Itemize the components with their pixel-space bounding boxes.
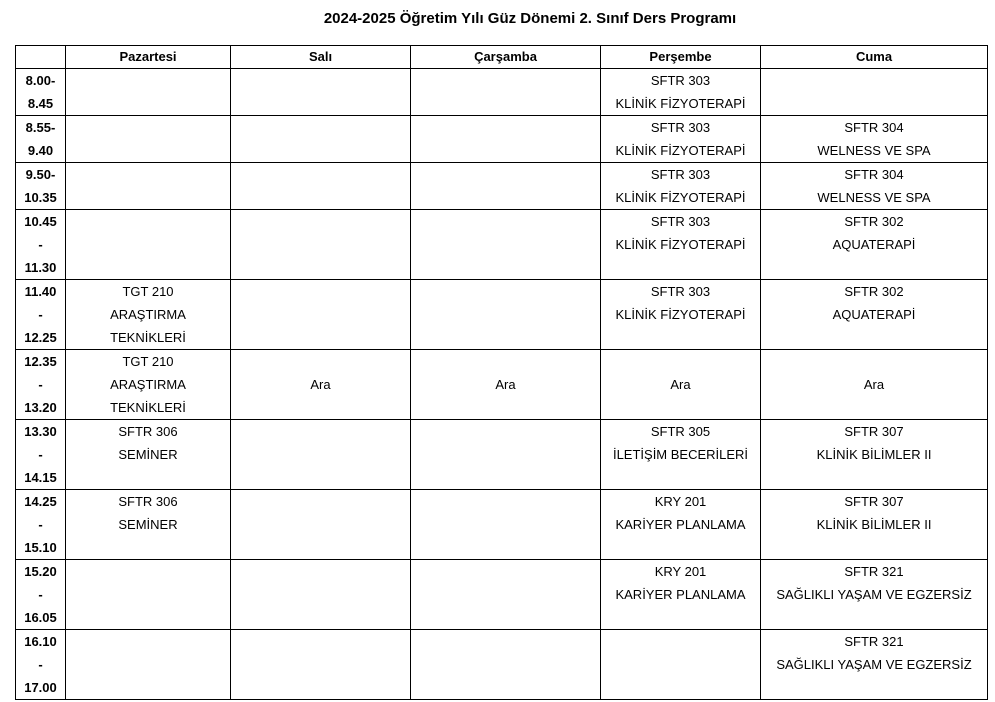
course-text: SFTR 303 (650, 214, 711, 229)
header-day-thursday: Perşembe (601, 46, 761, 69)
course-text: TGT 210 (122, 284, 174, 299)
course-cell-monday (66, 630, 231, 700)
time-slot-text: 15.20 (24, 564, 57, 579)
course-cell-thursday (601, 560, 761, 630)
time-slot-text: - (38, 307, 43, 322)
time-slot-text: 9.50- (25, 167, 56, 182)
time-slot-cell (16, 490, 66, 560)
time-slot-text: 12.25 (24, 330, 57, 345)
course-text: KARİYER PLANLAMA (615, 517, 746, 532)
header-row (16, 46, 988, 69)
course-text: TEKNİKLERİ (110, 400, 186, 415)
course-cell-wednesday (411, 116, 601, 163)
time-slot-cell (16, 116, 66, 163)
course-cell-tuesday (231, 490, 411, 560)
course-cell-friday (761, 420, 988, 490)
time-slot-cell (16, 350, 66, 420)
time-slot-text: 13.30 (24, 424, 57, 439)
course-cell-friday (761, 69, 988, 116)
course-cell-monday (66, 560, 231, 630)
course-text: KLİNİK FİZYOTERAPİ (615, 307, 746, 322)
course-text: ARAŞTIRMA (110, 377, 186, 392)
course-cell-thursday (601, 210, 761, 280)
course-cell-friday (761, 280, 988, 350)
header-day-wednesday: Çarşamba (411, 46, 601, 69)
course-cell-thursday (601, 630, 761, 700)
time-slot-text: 8.45 (27, 96, 54, 111)
course-text: SFTR 302 (844, 284, 904, 299)
course-text: KRY 201 (654, 494, 707, 509)
course-text: SFTR 304 (844, 167, 904, 182)
course-cell-thursday (601, 350, 761, 420)
course-cell-tuesday (231, 163, 411, 210)
schedule-row (16, 490, 988, 560)
schedule-row (16, 560, 988, 630)
course-text: TEKNİKLERİ (110, 330, 186, 345)
time-slot-text: 10.35 (24, 190, 57, 205)
header-time-cell (16, 46, 66, 69)
time-slot-cell (16, 560, 66, 630)
time-slot-cell (16, 210, 66, 280)
course-text: KLİNİK FİZYOTERAPİ (615, 237, 746, 252)
time-slot-text: - (38, 377, 43, 392)
course-cell-friday (761, 163, 988, 210)
course-cell-wednesday (411, 560, 601, 630)
course-cell-tuesday (231, 116, 411, 163)
time-slot-text: 8.55- (25, 120, 56, 135)
course-cell-wednesday (411, 210, 601, 280)
course-cell-wednesday (411, 420, 601, 490)
course-text: SFTR 321 (844, 564, 904, 579)
course-cell-thursday (601, 420, 761, 490)
course-text: İLETİŞİM BECERİLERİ (612, 447, 749, 462)
schedule-body (16, 69, 988, 700)
course-cell-thursday (601, 490, 761, 560)
course-cell-tuesday (231, 280, 411, 350)
time-slot-text: 14.25 (24, 494, 57, 509)
course-text: KLİNİK FİZYOTERAPİ (615, 96, 746, 111)
time-slot-cell (16, 630, 66, 700)
course-cell-friday (761, 116, 988, 163)
course-cell-friday (761, 210, 988, 280)
schedule-row (16, 420, 988, 490)
course-cell-friday (761, 350, 988, 420)
time-slot-text: 13.20 (24, 400, 57, 415)
time-slot-cell (16, 163, 66, 210)
time-slot-cell (16, 420, 66, 490)
course-text: WELNESS VE SPA (817, 190, 931, 205)
course-text: Ara (863, 377, 885, 392)
course-cell-friday (761, 490, 988, 560)
course-text: KLİNİK BİLİMLER II (816, 517, 932, 532)
course-text: SAĞLIKLI YAŞAM VE EGZERSİZ (776, 657, 972, 672)
time-slot-text: 17.00 (24, 680, 57, 695)
course-cell-wednesday (411, 280, 601, 350)
time-slot-text: 15.10 (24, 540, 57, 555)
time-slot-text: - (38, 447, 43, 462)
course-cell-tuesday (231, 630, 411, 700)
schedule-row (16, 630, 988, 700)
time-slot-cell (16, 69, 66, 116)
header-day-monday: Pazartesi (66, 46, 231, 69)
course-text: SFTR 321 (844, 634, 904, 649)
course-cell-monday (66, 116, 231, 163)
header-day-tuesday: Salı (231, 46, 411, 69)
course-cell-wednesday (411, 69, 601, 116)
course-text: Ara (670, 377, 691, 392)
course-cell-wednesday (411, 490, 601, 560)
course-text: SFTR 307 (844, 424, 904, 439)
course-cell-friday (761, 560, 988, 630)
course-cell-monday (66, 490, 231, 560)
course-cell-monday (66, 210, 231, 280)
course-text: KARİYER PLANLAMA (615, 587, 746, 602)
course-cell-wednesday (411, 630, 601, 700)
page-title: 2024-2025 Öğretim Yılı Güz Dönemi 2. Sınıf Ders Programı (323, 10, 737, 27)
course-text: SFTR 305 (650, 424, 711, 439)
course-text: KLİNİK BİLİMLER II (816, 447, 932, 462)
course-text: KRY 201 (654, 564, 707, 579)
course-cell-tuesday (231, 69, 411, 116)
course-cell-monday (66, 420, 231, 490)
course-text: ARAŞTIRMA (110, 307, 186, 322)
course-cell-monday (66, 69, 231, 116)
time-slot-text: 8.00- (25, 73, 56, 88)
course-text: SFTR 303 (650, 73, 711, 88)
course-cell-tuesday (231, 560, 411, 630)
schedule-row (16, 69, 988, 116)
course-text: SEMİNER (118, 447, 178, 462)
course-text: SFTR 302 (844, 214, 904, 229)
schedule-row (16, 116, 988, 163)
course-cell-thursday (601, 116, 761, 163)
time-slot-text: - (38, 587, 43, 602)
time-slot-text: 10.45 (24, 214, 57, 229)
course-cell-thursday (601, 69, 761, 116)
course-cell-monday (66, 163, 231, 210)
course-cell-tuesday (231, 350, 411, 420)
time-slot-text: - (38, 657, 43, 672)
course-text: SFTR 306 (118, 494, 178, 509)
course-text: TGT 210 (122, 354, 174, 369)
header-day-friday: Cuma (761, 46, 988, 69)
course-text: SFTR 303 (650, 120, 711, 135)
course-text: AQUATERAPİ (832, 237, 916, 252)
schedule-row (16, 350, 988, 420)
time-slot-text: 14.15 (24, 470, 57, 485)
time-slot-text: 12.35 (24, 354, 57, 369)
course-text: SAĞLIKLI YAŞAM VE EGZERSİZ (776, 587, 972, 602)
course-text: AQUATERAPİ (832, 307, 916, 322)
course-cell-tuesday (231, 210, 411, 280)
course-text: SFTR 306 (118, 424, 178, 439)
course-cell-monday (66, 280, 231, 350)
course-text: KLİNİK FİZYOTERAPİ (615, 190, 746, 205)
course-text: WELNESS VE SPA (817, 143, 931, 158)
schedule-table (15, 45, 988, 700)
course-text: SFTR 303 (650, 284, 711, 299)
course-cell-wednesday (411, 163, 601, 210)
time-slot-text: 16.10 (24, 634, 57, 649)
course-text: SEMİNER (118, 517, 178, 532)
time-slot-cell (16, 280, 66, 350)
course-cell-monday (66, 350, 231, 420)
time-slot-text: - (38, 517, 43, 532)
course-text: SFTR 307 (844, 494, 904, 509)
course-text: SFTR 303 (650, 167, 711, 182)
course-cell-thursday (601, 163, 761, 210)
time-slot-text: 16.05 (24, 610, 57, 625)
course-text: SFTR 304 (844, 120, 904, 135)
course-text: KLİNİK FİZYOTERAPİ (615, 143, 746, 158)
time-slot-text: 11.30 (24, 260, 57, 275)
schedule-row (16, 280, 988, 350)
course-cell-friday (761, 630, 988, 700)
course-text: Ara (310, 377, 331, 392)
schedule-row (16, 210, 988, 280)
time-slot-text: 11.40 (24, 284, 57, 299)
course-cell-tuesday (231, 420, 411, 490)
course-text: Ara (495, 377, 516, 392)
course-cell-thursday (601, 280, 761, 350)
time-slot-text: 9.40 (27, 143, 54, 158)
time-slot-text: - (38, 237, 43, 252)
schedule-row (16, 163, 988, 210)
course-cell-wednesday (411, 350, 601, 420)
